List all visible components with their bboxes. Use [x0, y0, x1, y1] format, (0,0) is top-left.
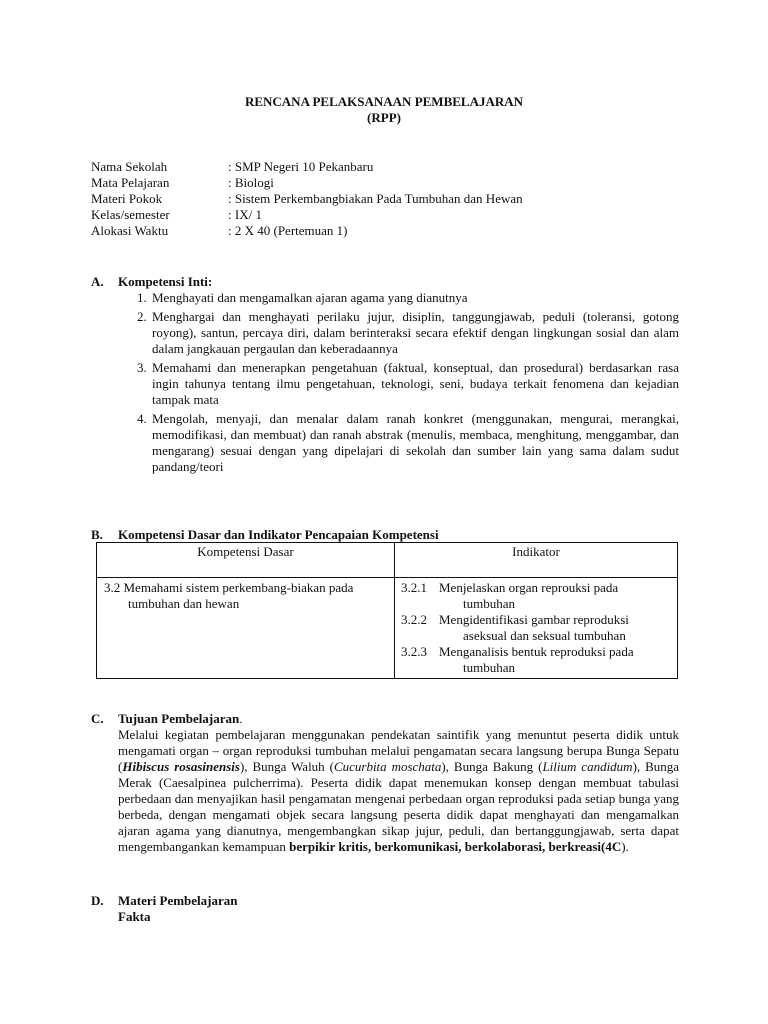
identity-row [91, 191, 523, 207]
table-column-divider [394, 543, 395, 678]
section-d-heading [91, 893, 237, 909]
identity-row [91, 207, 523, 223]
document-subtitle: (RPP) [367, 110, 401, 125]
list-item [139, 309, 679, 357]
indicator-item [401, 612, 673, 644]
section-title: Tujuan Pembelajaran [118, 711, 240, 726]
species-name: Cucurbita moschata [333, 759, 442, 774]
kompetensi-dasar-table [96, 542, 678, 679]
indicator-text: Menganalisis bentuk reproduksi pada tumbuhan [439, 644, 634, 675]
identity-value: : Sistem Perkembangbiakan Pada Tumbuhan dan Hewan [228, 191, 523, 206]
table-header-kompetensi-dasar: Kompetensi Dasar [197, 544, 294, 559]
section-letter: D. [91, 893, 104, 908]
identity-label: Kelas/semester [91, 207, 170, 222]
identity-row [91, 223, 523, 239]
indicator-text: Mengidentifikasi gambar reproduksi aseksual dan seksual tumbuhan [439, 612, 629, 643]
indicator-code: 3.2.3 [401, 644, 427, 659]
section-title: Kompetensi Inti: [118, 274, 213, 289]
species-name: Hibiscus rosasinensis [122, 759, 240, 774]
identity-label: Materi Pokok [91, 191, 163, 206]
list-item [139, 360, 679, 408]
section-a-heading [91, 274, 212, 290]
table-cell-indikator [401, 580, 673, 676]
table-header-indikator: Indikator [512, 544, 560, 559]
identity-table [91, 159, 523, 239]
indicator-text: Menjelaskan organ reprouksi pada tumbuhan [439, 580, 619, 611]
indicator-item [401, 580, 673, 612]
identity-row [91, 175, 523, 191]
kd-line: 3.2 Memahami sistem perkembang-biakan pada [104, 580, 354, 595]
kompetensi-inti-list [139, 290, 679, 475]
kd-line: tumbuhan dan hewan [128, 596, 240, 611]
list-item [139, 290, 679, 306]
species-name: Lilium candidum [542, 759, 633, 774]
list-text: Menghayati dan mengamalkan ajaran agama yang dianutnya [152, 290, 468, 305]
section-letter: C. [91, 711, 104, 726]
list-item [139, 411, 679, 475]
section-title: Kompetensi Dasar dan Indikator Pencapaian Kompetensi [118, 527, 439, 542]
section-b-heading [91, 527, 439, 543]
identity-value: : Biologi [228, 175, 274, 190]
section-c-heading [91, 711, 242, 727]
section-letter: B. [91, 527, 103, 542]
list-text: Memahami dan menerapkan pengetahuan (faktual, konseptual, dan prosedural) berdasarkan rasa ingin tahunya tentang ilmu pengetahuan, teknologi, seni, budaya terkait fenomena dan kejadian tampak mata [152, 360, 679, 407]
identity-label: Mata Pelajaran [91, 175, 170, 190]
table-row-divider [97, 577, 677, 578]
emphasis-text: berpikir kritis, berkomunikasi, berkolaborasi, berkreasi(4C [289, 839, 622, 854]
identity-value: : IX/ 1 [228, 207, 262, 222]
identity-label: Nama Sekolah [91, 159, 168, 174]
list-text: Mengolah, menyaji, dan menalar dalam ranah konkret (menggunakan, mengurai, merangkai, memodifikasi, dan membuat) dan ranah abstrak (menulis, membaca, menghitung, menggambar, dan mengarang) sesuai dengan yang dipelajari di sekolah dan sumber lain yang sama dalam sudut pandang/teori [152, 411, 679, 474]
list-number: 3. [137, 360, 147, 375]
indicator-code: 3.2.1 [401, 580, 427, 595]
identity-row [91, 159, 523, 175]
section-title-suffix: . [239, 711, 243, 726]
subsection-fakta: Fakta [118, 909, 151, 924]
list-number: 4. [137, 411, 147, 426]
document-title: RENCANA PELAKSANAAN PEMBELAJARAN [244, 94, 524, 109]
identity-value: : 2 X 40 (Pertemuan 1) [228, 223, 348, 238]
section-title: Materi Pembelajaran [118, 893, 238, 908]
list-number: 2. [137, 309, 147, 324]
identity-value: : SMP Negeri 10 Pekanbaru [228, 159, 374, 174]
indicator-item [401, 644, 673, 676]
section-letter: A. [91, 274, 104, 289]
tujuan-paragraph: Melalui kegiatan pembelajaran menggunakan pendekatan saintifik yang menuntut peserta didik untuk mengamati organ – organ reproduksi tumbuhan melalui pengamatan secara langsung berupa Bunga Sepatu (Hibiscus rosasinensis), Bunga Waluh (Cucurbita moschata), Bunga Bakung (Lilium candidum), Bunga Merak (Caesalpinea pulcherrima). Peserta didik dapat menemukan konsep dengan membuat tabulasi perbedaan dan menyajikan hasil pengamatan mengenai perbedaan organ reproduksi pada setiap bunga yang berbeda, dengan mengamati objek secara langsung peserta didik dapat menghayati dan mengamalkan ajaran agama yang dianutnya, mengembangkan sikap jujur, peduli, dan bertanggungjawab, serta dapat mengembangankan kemampuan berpikir kritis, berkomunikasi, berkolaborasi, berkreasi(4C). [118, 727, 680, 854]
indicator-code: 3.2.2 [401, 612, 427, 627]
list-number: 1. [137, 290, 147, 305]
list-text: Menghargai dan menghayati perilaku jujur, disiplin, tanggungjawab, peduli (toleransi, gotong royong), santun, percaya diri, dalam berinteraksi secara efektif dengan lingkungan sosial dan alam dalam jangkauan pergaulan dan keberadaannya [152, 309, 679, 356]
identity-label: Alokasi Waktu [91, 223, 169, 238]
table-cell-kompetensi-dasar [104, 580, 389, 612]
